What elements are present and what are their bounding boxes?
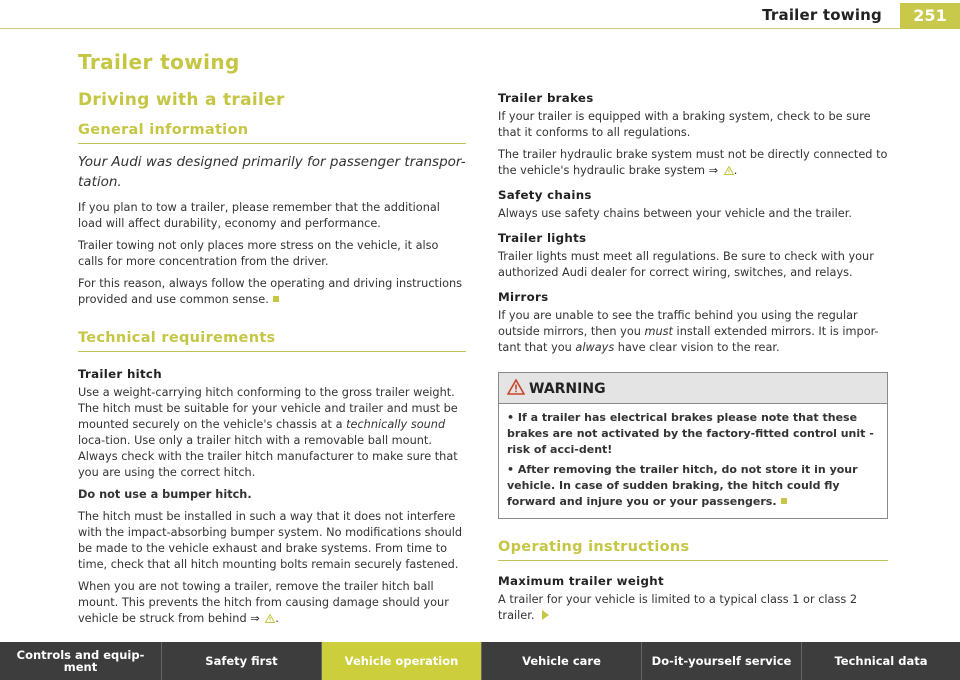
no-bumper-hitch-note: Do not use a bumper hitch. (78, 488, 252, 501)
warning-triangle-icon (507, 379, 525, 395)
warning-box (498, 372, 888, 519)
section-title: Trailer towing (78, 50, 240, 74)
intro-text: Your Audi was designed primarily for passenger transpor-tation. (78, 154, 466, 190)
chapter-title: Driving with a trailer (78, 90, 285, 110)
brakes-para-1: If your trailer is equipped with a braking system, check to be sure that it conforms to all regulations. (498, 110, 871, 139)
trailer-hitch-heading: Trailer hitch (78, 367, 162, 381)
warning-item-2: • After removing the trailer hitch, do not store it in your vehicle. In case of sudden braking, the hitch could fly forward and injure you or your passengers. (507, 463, 858, 508)
warning-header: WARNING (499, 373, 887, 404)
hitch-para-3: When you are not towing a trailer, remove the trailer hitch ball mount. This prevents the hitch from causing damage should your vehicle be struck from behind ⇒ . (78, 580, 449, 625)
max-weight-para: A trailer for your vehicle is limited to a typical class 1 or class 2 trailer. (498, 593, 858, 622)
warning-body (499, 404, 887, 518)
warning-triangle-icon (724, 166, 734, 175)
footer-tab-diy-service[interactable]: Do-it-yourself service (642, 642, 802, 680)
operating-instructions-heading: Operating instructions (498, 537, 888, 561)
footer-tab-vehicle-care[interactable]: Vehicle care (482, 642, 642, 680)
hitch-para-2: The hitch must be installed in such a way that it does not interfere with the impact-absorbing bumper system. No modifications should be made to the vehicle exhaust and brake systems. From time to time, check that all hitch mounting bolts remain securely fastened. (78, 510, 463, 571)
right-column (498, 90, 888, 630)
general-para-1: If you plan to tow a trailer, please remember that the additional load will affect durability, economy and performance. (78, 201, 440, 230)
footer-tab-vehicle-operation[interactable]: Vehicle operation (322, 642, 482, 680)
general-para-3: For this reason, always follow the operating and driving instructions provided and use common sense. (78, 277, 463, 306)
footer-tab-safety[interactable]: Safety first (162, 642, 322, 680)
footer-nav (0, 642, 960, 680)
trailer-lights-heading: Trailer lights (498, 231, 587, 245)
general-information-heading: General information (78, 120, 466, 144)
header-rule (0, 28, 960, 29)
mirrors-heading: Mirrors (498, 290, 549, 304)
hitch-para-1: Use a weight-carrying hitch conforming to the gross trailer weight. The hitch must be suitable for your vehicle and trailer and must be mounted securely on the vehicle's chassis at a technically sound loca-tion. Use only a trailer hitch with a removable ball mount. Always check with the trailer hitch manufacturer to make sure that you are using the correct hitch. (78, 386, 458, 479)
general-para-2: Trailer towing not only places more stress on the vehicle, it also calls for more concentration from the driver. (78, 239, 439, 268)
trailer-brakes-heading: Trailer brakes (498, 91, 594, 105)
technical-requirements-heading: Technical requirements (78, 328, 466, 352)
running-header-title: Trailer towing (762, 6, 882, 24)
footer-tab-controls[interactable]: Controls and equip-ment (0, 642, 162, 680)
page-number: 251 (900, 3, 960, 29)
brakes-para-2: The trailer hydraulic brake system must not be directly connected to the vehicle's hydraulic brake system ⇒ . (498, 148, 888, 177)
end-of-section-icon (273, 296, 279, 302)
continue-arrow-icon (541, 610, 550, 620)
left-column (78, 48, 466, 633)
end-of-section-icon (781, 498, 787, 504)
warning-item-1: • If a trailer has electrical brakes please note that these brakes are not activated by the factory-fitted control unit - risk of acci-dent! (507, 411, 874, 456)
safety-chains-heading: Safety chains (498, 188, 592, 202)
mirrors-para: If you are unable to see the traffic behind you using the regular outside mirrors, then you must install extended mirrors. It is impor-tant that you always have clear vision to the rear. (498, 309, 879, 354)
footer-tab-technical-data[interactable]: Technical data (802, 642, 960, 680)
chains-para: Always use safety chains between your vehicle and the trailer. (498, 207, 852, 220)
max-trailer-weight-heading: Maximum trailer weight (498, 574, 664, 588)
warning-triangle-icon (265, 614, 275, 623)
lights-para: Trailer lights must meet all regulations. Be sure to check with your authorized Audi dealer for correct wiring, switches, and relays. (498, 250, 874, 279)
